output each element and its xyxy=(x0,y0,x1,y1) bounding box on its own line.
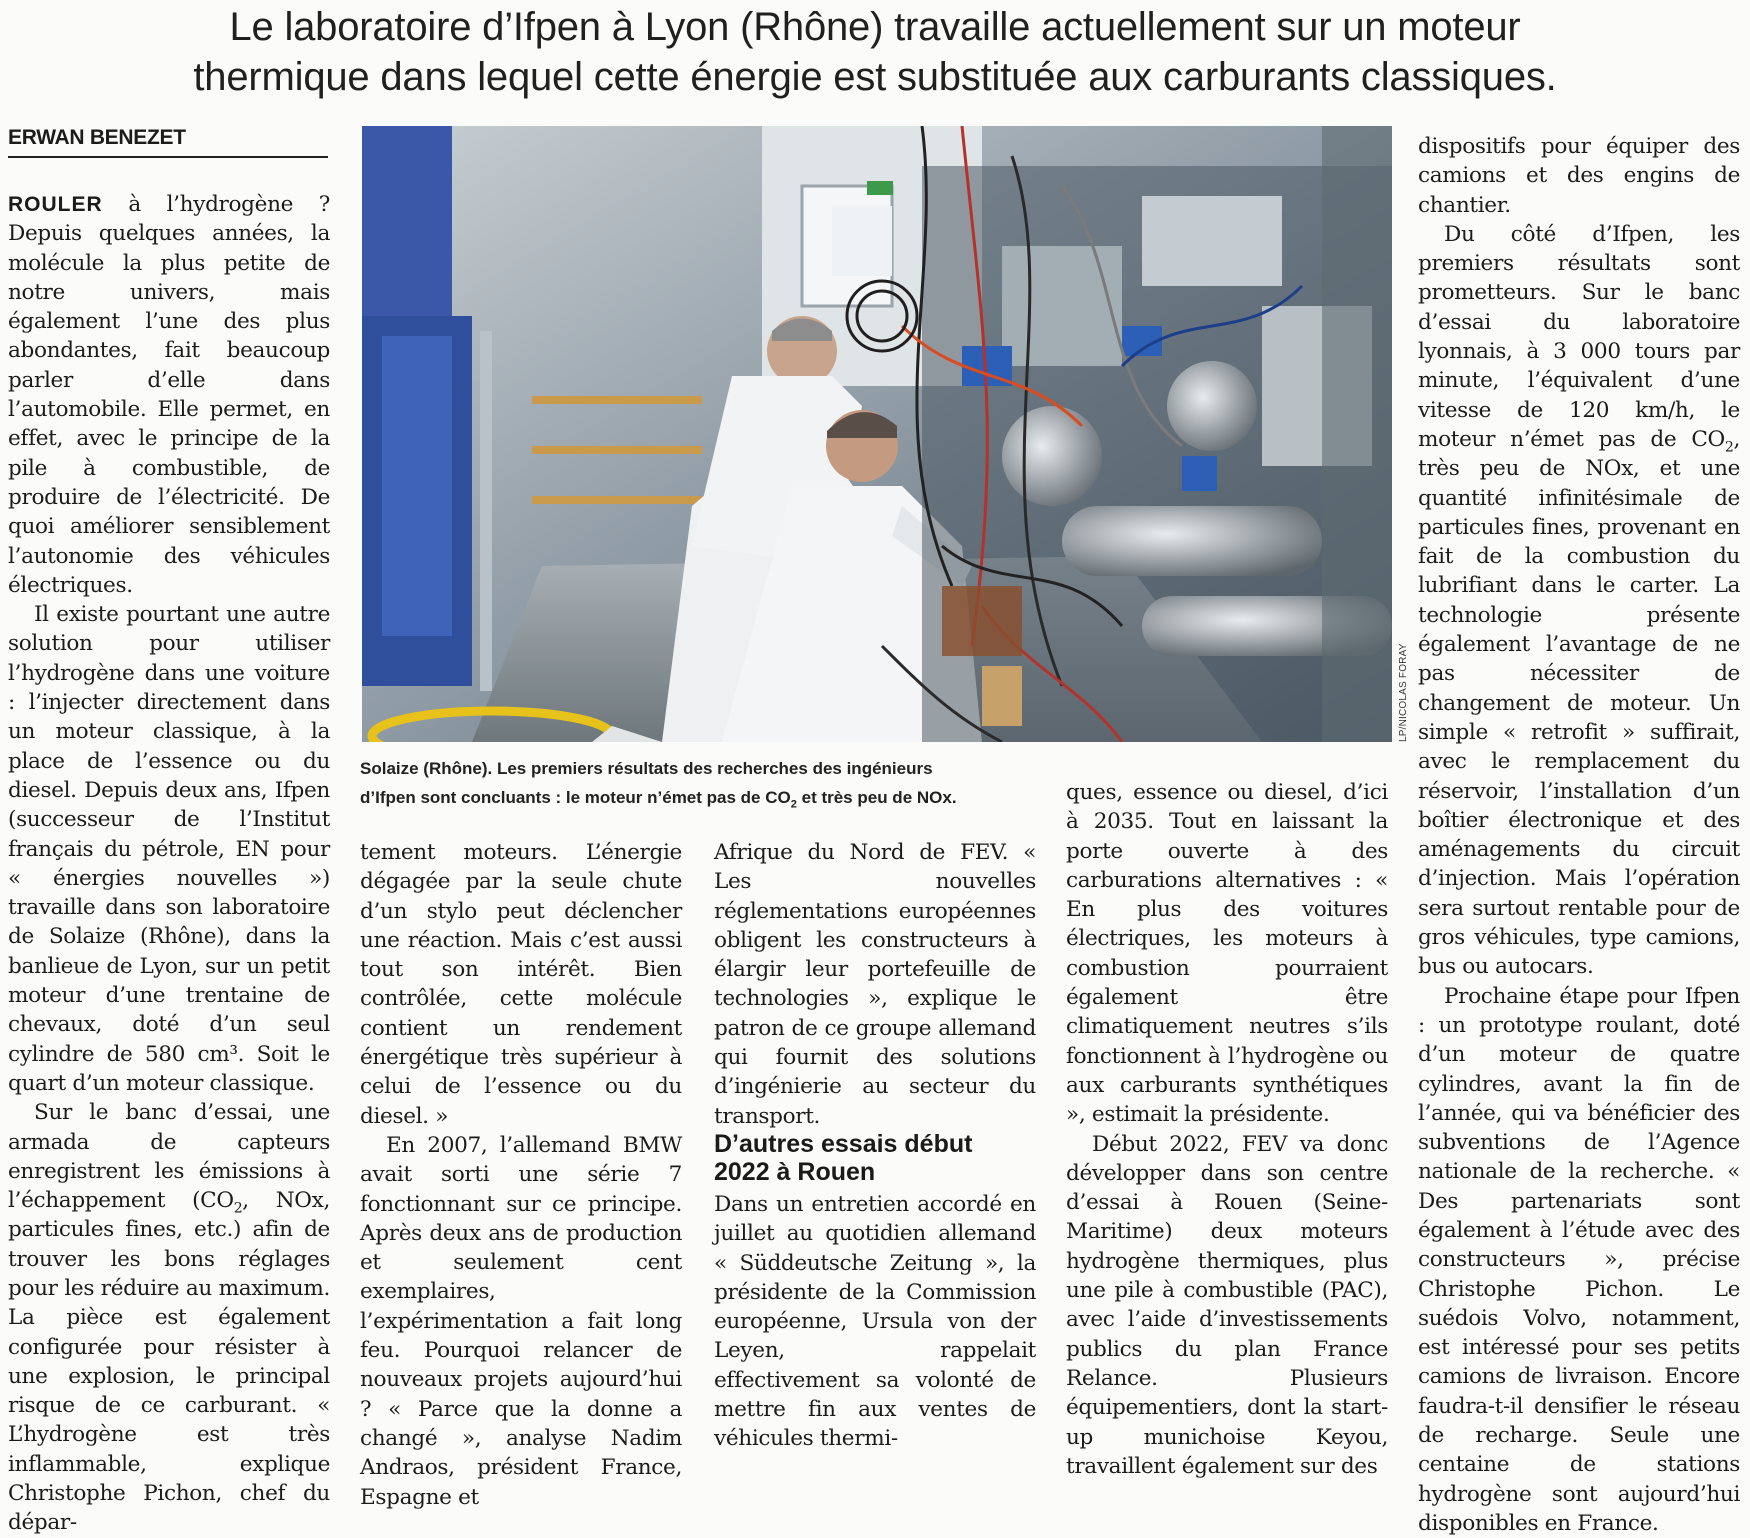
paragraph: En 2007, l’allemand BMW avait sorti une série 7 fonctionnant sur ce principe. Après deux ans de production et seulement cent exemplaires, l’expérimentation a fait long feu. Pourquoi relancer de nouveaux projets aujourd’hui ? « Parce que la donne a changé », analyse Nadim Andraos, président France, Espagne et xyxy=(360,1132,682,1510)
lead-word: ROULER xyxy=(8,193,103,216)
paragraph: Prochaine étape pour Ifpen : un prototype roulant, doté d’un moteur de quatre cylindres, avant la fin de l’année, qui va bénéficier des subventions de l’Agence nationale de la recherche. « Des partenariats sont également à l’étude avec des constructeurs », précise Christophe Pichon. Le suédois Volvo, notamment, est intéressé pour ses petits camions de livraison. Encore faudra-t-il densifier le réseau de recharge. Seule une centaine de stations hydrogène sont aujourd’hui disponibles en France. xyxy=(1418,983,1740,1536)
column-3-continued xyxy=(714,1190,1036,1454)
column-5 xyxy=(1418,132,1740,1538)
deck-line-2: thermique dans lequel cette énergie est substituée aux carburants classiques. xyxy=(193,55,1557,99)
deck-line-1: Le laboratoire d’Ifpen à Lyon (Rhône) travaille actuellement sur un moteur xyxy=(229,5,1521,49)
article-deck xyxy=(0,2,1750,102)
paragraph: Il existe pourtant une autre solution pour utiliser l’hydrogène dans une voiture : l’injecter directement dans un moteur classique, à la place de l’essence ou du diesel. Depuis deux ans, Ifpen (successeur de l’Institut français du pétrole, EN pour « énergies nouvelles ») travaille dans son laboratoire de Solaize (Rhône), dans la banlieue de Lyon, sur un petit moteur d’une trentaine de chevaux, doté d’un seul cylindre de 580 cm³. Soit le quart d’un moteur classique. xyxy=(8,602,330,1096)
column-1 xyxy=(8,190,330,1538)
paragraph: Afrique du Nord de FEV. « Les nouvelles réglementations européennes obligent les constructeurs à élargir leur portefeuille de technologies », explique le patron de ce groupe allemand qui fournit des solutions d’ingénierie au secteur du transport. xyxy=(714,840,1036,1129)
paragraph: dispositifs pour équiper des camions et des engins de chantier. xyxy=(1418,134,1740,218)
photo-credit: LP/NICOLAS FORAY xyxy=(1398,643,1409,742)
paragraph: Sur le banc d’essai, une armada de capteurs enregistrent les émissions à l’échappement ($CO_2$, NOx, particules fines, etc.) afin de trouver les bons réglages pour les réduire au maximum. La pièce est également configurée pour résister à une explosion, le principal risque de ce carburant. « L’hydrogène est très inflammable, explique Christophe Pichon, chef du dépar- xyxy=(8,1100,330,1536)
paragraph: ROULER à l’hydrogène ? Depuis quelques années, la molécule la plus petite de notre univers, mais également l’une des plus abondantes, fait beaucoup parler d’elle dans l’automobile. Elle permet, en effet, avec le principe de la pile à combustible, de produire de l’électricité. De quoi améliorer sensiblement l’autonomie des véhicules électriques. xyxy=(8,192,330,598)
column-4 xyxy=(1066,778,1388,1481)
column-3 xyxy=(714,838,1036,1131)
paragraph: tement moteurs. L’énergie dégagée par la seule chute d’un stylo peut déclencher une réaction. Mais c’est aussi tout son intérêt. Bien contrôlée, cette molécule contient un rendement énergétique très supérieur à celui de l’essence ou du diesel. » xyxy=(360,840,682,1129)
paragraph: Début 2022, FEV va donc développer dans son centre d’essai à Rouen (Seine-Maritime) deux moteurs hydrogène thermiques, plus une pile à combustible (PAC), avec l’aide d’investissements publics du plan France Relance. Plusieurs équipementiers, dont la start-up munichoise Keyou, travaillent également sur des xyxy=(1066,1131,1388,1479)
paragraph: Dans un entretien accordé en juillet au quotidien allemand « Süddeutsche Zeitung », la présidente de la Commission européenne, Ursula von der Leyen, rappelait effectivement sa volonté de mettre fin aux ventes de véhicules thermi- xyxy=(714,1192,1036,1452)
lab-photo xyxy=(362,126,1392,742)
subhead: D’autres essais début 2022 à Rouen xyxy=(714,1130,973,1186)
paragraph: ques, essence ou diesel, d’ici à 2035. Tout en laissant la porte ouverte à des carburations alternatives : « En plus des voitures électriques, les moteurs à combustion pourraient également être climatiquement neutres s’ils fonctionnent à l’hydrogène ou aux carburants synthétiques », estimait la présidente. xyxy=(1066,780,1388,1128)
paragraph: Du côté d’Ifpen, les premiers résultats sont prometteurs. Sur le banc d’essai du laboratoire lyonnais, à 3 000 tours par minute, l’équivalent d’une vitesse de 120 km/h, le moteur n’émet pas de $CO_2$, très peu de NOx, et une quantité infinitésimale de particules fines, provenant en fait de la combustion du lubrifiant dans le carter. La technologie présente également l’avantage de ne pas nécessiter de changement de moteur. Un simple « retrofit » suffirait, avec le remplacement du réservoir, l’installation d’un boîtier électronique et des aménagements du circuit d’injection. Mais l’opération sera surtout rentable pour de gros véhicules, type camions, bus ou autocars. xyxy=(1418,221,1740,980)
byline-rule xyxy=(8,156,328,158)
photo-caption: Solaize (Rhône). Les premiers résultats des recherches des ingénieurs d’Ifpen sont concluants : le moteur n’émet pas de $CO_2$ et très peu de NOx. xyxy=(360,759,957,811)
column-2 xyxy=(360,838,682,1512)
byline: ERWAN BENEZET xyxy=(8,126,186,149)
